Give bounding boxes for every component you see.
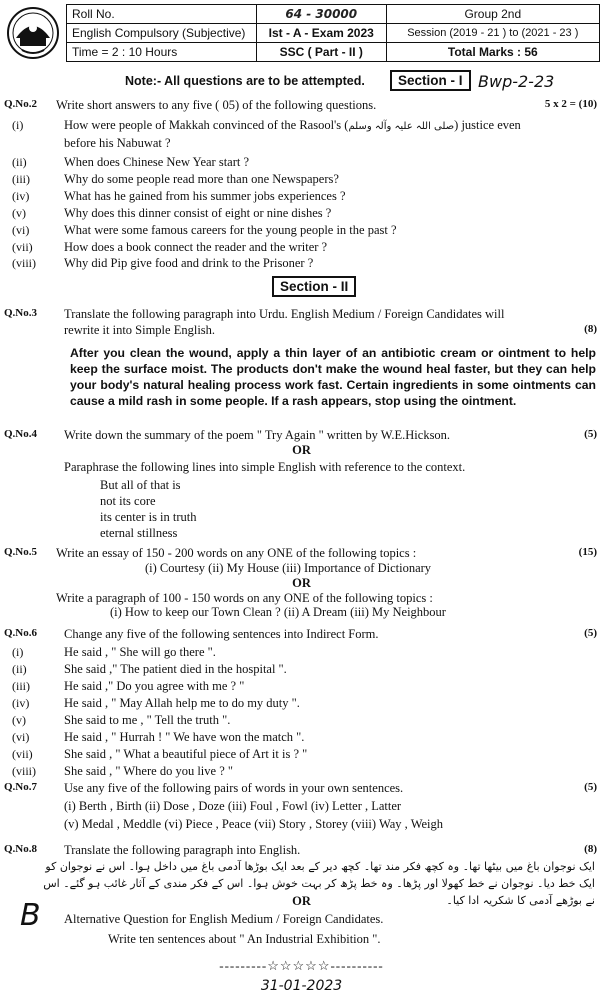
item-text: When does Chinese New Year start ? bbox=[64, 155, 250, 169]
q2-text: Write short answers to any five ( 05) of the following questions. bbox=[56, 98, 377, 112]
q3-paragraph: After you clean the wound, apply a thin layer of an antibiotic cream or ointment to help keep the surface moist. The products don't make the wound heal faster, but they can help your body's natural healing process work fast. Certain ingredients in some ointments can cause a mild rash in some people. If a rash appears, stop using the ointment. bbox=[70, 346, 596, 408]
q4-number: Q.No.4 bbox=[4, 428, 37, 440]
item-text: He said , " She will go there ". bbox=[64, 645, 216, 659]
handwritten-date: 31-01-2023 bbox=[260, 978, 343, 994]
item-number: (v) bbox=[12, 206, 26, 220]
item-text: He said , " Hurrah ! " We have won the match ". bbox=[64, 730, 305, 744]
item-text: She said to me , " Tell the truth ". bbox=[64, 713, 231, 727]
item-text: Why does this dinner consist of eight or nine dishes ? bbox=[64, 206, 332, 220]
q8-text: Translate the following paragraph into English. bbox=[64, 843, 301, 857]
end-stars: ---------☆☆☆☆☆---------- bbox=[219, 958, 384, 973]
group: Group 2nd bbox=[386, 5, 599, 24]
level: SSC ( Part - II ) bbox=[256, 43, 386, 62]
or-divider: OR bbox=[292, 443, 311, 457]
urdu-paragraph: ایک نوجوان باغ میں بیٹھا تھا۔ وہ کچھ فکر مند تھا۔ کچھ دیر کے بعد ایک بوڑھا آدمی باغ میں داخل ہوا۔ اس نے نوجوان کو ایک خط دیا۔ نوجوان نے خط کھولا اور پڑھا۔ وہ خط پڑھ کر بہت خوش ہوا۔ اس کے فکر مندی کے آثار غائب ہو گئے۔ اس نے بوڑھے آدمی کا شکریہ ادا کیا۔ bbox=[43, 860, 595, 907]
q7-pairs-line-2: (v) Medal , Meddle (vi) Piece , Peace (vii) Story , Storey (viii) Way , Weigh bbox=[64, 817, 444, 831]
exam-header bbox=[6, 4, 600, 66]
paper-code: 64 - 30000 bbox=[256, 5, 386, 24]
q5-text: Write an essay of 150 - 200 words on any ONE of the following topics : bbox=[56, 546, 417, 560]
item-number: (i) bbox=[12, 645, 24, 659]
item-number: (vi) bbox=[12, 223, 30, 237]
q8-alt-task-text: Write ten sentences about " An Industrial Exhibition ". bbox=[108, 932, 381, 946]
item-text: Why do some people read more than one Newspapers? bbox=[64, 172, 339, 186]
item-text bbox=[64, 118, 599, 133]
item-text: Why did Pip give food and drink to the Prisoner ? bbox=[64, 256, 314, 270]
handwritten-signature: B bbox=[20, 898, 41, 933]
board-seal-icon bbox=[6, 6, 60, 60]
q7-text: Use any five of the following pairs of words in your own sentences. bbox=[64, 781, 404, 795]
arabic-salutation: صلی اللہ علیہ وآلہ وسلم bbox=[348, 121, 455, 132]
item-number: (iii) bbox=[12, 172, 30, 186]
item-text: How does a book connect the reader and the writer ? bbox=[64, 240, 328, 254]
q2-marks: 5 x 2 = (10) bbox=[544, 98, 597, 110]
q4-text: Write down the summary of the poem " Try Again " written by W.E.Hickson. bbox=[64, 428, 451, 442]
q2-number: Q.No.2 bbox=[4, 98, 37, 110]
item-number: (viii) bbox=[12, 764, 36, 778]
q4-marks: (5) bbox=[584, 428, 597, 440]
item-text-b: ) justice even bbox=[454, 118, 521, 132]
item-number: (ii) bbox=[12, 155, 27, 169]
item-number: (iv) bbox=[12, 189, 30, 203]
item-text: She said ," The patient died in the hospital ". bbox=[64, 662, 287, 676]
q6-number: Q.No.6 bbox=[4, 627, 37, 639]
roll-label: Roll No. bbox=[67, 5, 257, 24]
notice-bar bbox=[0, 70, 603, 94]
time: Time = 2 : 10 Hours bbox=[67, 43, 257, 62]
item-text: She said , " What a beautiful piece of Art it is ? " bbox=[64, 747, 308, 761]
header-table bbox=[66, 4, 600, 62]
item-number: (vi) bbox=[12, 730, 30, 744]
q6-text: Change any five of the following sentences into Indirect Form. bbox=[64, 627, 379, 641]
or-divider: OR bbox=[292, 894, 311, 908]
item-number: (ii) bbox=[12, 662, 27, 676]
item-number: (vii) bbox=[12, 240, 33, 254]
q7-marks: (5) bbox=[584, 781, 597, 793]
q3-marks: (8) bbox=[584, 323, 597, 335]
q5-number: Q.No.5 bbox=[4, 546, 37, 558]
subject: English Compulsory (Subjective) bbox=[67, 24, 257, 43]
total-marks: Total Marks : 56 bbox=[386, 43, 599, 62]
poem-line: But all of that is bbox=[100, 478, 181, 492]
q7-pairs-line-1: (i) Berth , Birth (ii) Dose , Doze (iii) Foul , Fowl (iv) Letter , Latter bbox=[64, 799, 402, 813]
q3-number: Q.No.3 bbox=[4, 307, 37, 319]
q5-topics-text: (i) Courtesy (ii) My House (iii) Importance of Dictionary bbox=[145, 561, 432, 575]
q8-marks: (8) bbox=[584, 843, 597, 855]
q5-topics-2: (i) How to keep our Town Clean ? (ii) A Dream (iii) My Neighbour bbox=[110, 605, 446, 619]
q6-marks: (5) bbox=[584, 627, 597, 639]
q4-text-2: Paraphrase the following lines into simple English with reference to the context. bbox=[64, 460, 466, 474]
session: Session (2019 - 21 ) to (2021 - 23 ) bbox=[386, 24, 599, 43]
section-2-heading: Section - II bbox=[272, 276, 356, 297]
exam-title: Ist - A - Exam 2023 bbox=[256, 24, 386, 43]
section-1-heading: Section - I bbox=[390, 70, 471, 91]
q5-text-2: Write a paragraph of 100 - 150 words on any ONE of the following topics : bbox=[56, 591, 433, 605]
q3-text-2: rewrite it into Simple English. bbox=[64, 323, 216, 337]
item-number: (v) bbox=[12, 713, 26, 727]
poem-line: not its core bbox=[100, 494, 156, 508]
q8-alt-text: Alternative Question for English Medium / Foreign Candidates. bbox=[64, 912, 384, 926]
item-number: (iv) bbox=[12, 696, 30, 710]
item-text: before his Nabuwat ? bbox=[64, 136, 171, 150]
item-number: (vii) bbox=[12, 747, 33, 761]
item-number: (i) bbox=[12, 118, 24, 132]
q5-marks: (15) bbox=[578, 546, 597, 558]
poem-line: eternal stillness bbox=[100, 526, 178, 540]
q8-number: Q.No.8 bbox=[4, 843, 37, 855]
item-number: (viii) bbox=[12, 256, 36, 270]
handwritten-code: Bwp-2-23 bbox=[478, 72, 555, 91]
or-divider: OR bbox=[292, 576, 311, 590]
item-text-a: How were people of Makkah convinced of the Rasool's ( bbox=[64, 118, 349, 132]
item-text: What has he gained from his summer jobs experiences ? bbox=[64, 189, 346, 203]
q3-text: Translate the following paragraph into Urdu. English Medium / Foreign Candidates will bbox=[64, 307, 505, 321]
item-text: She said , " Where do you live ? " bbox=[64, 764, 233, 778]
item-text: He said ," Do you agree with me ? " bbox=[64, 679, 245, 693]
note-text: Note:- All questions are to be attempted. bbox=[125, 74, 365, 88]
item-text: He said , " May Allah help me to do my duty ". bbox=[64, 696, 300, 710]
poem-line: its center is in truth bbox=[100, 510, 197, 524]
item-number: (iii) bbox=[12, 679, 30, 693]
q7-number: Q.No.7 bbox=[4, 781, 37, 793]
item-text: What were some famous careers for the young people in the past ? bbox=[64, 223, 397, 237]
